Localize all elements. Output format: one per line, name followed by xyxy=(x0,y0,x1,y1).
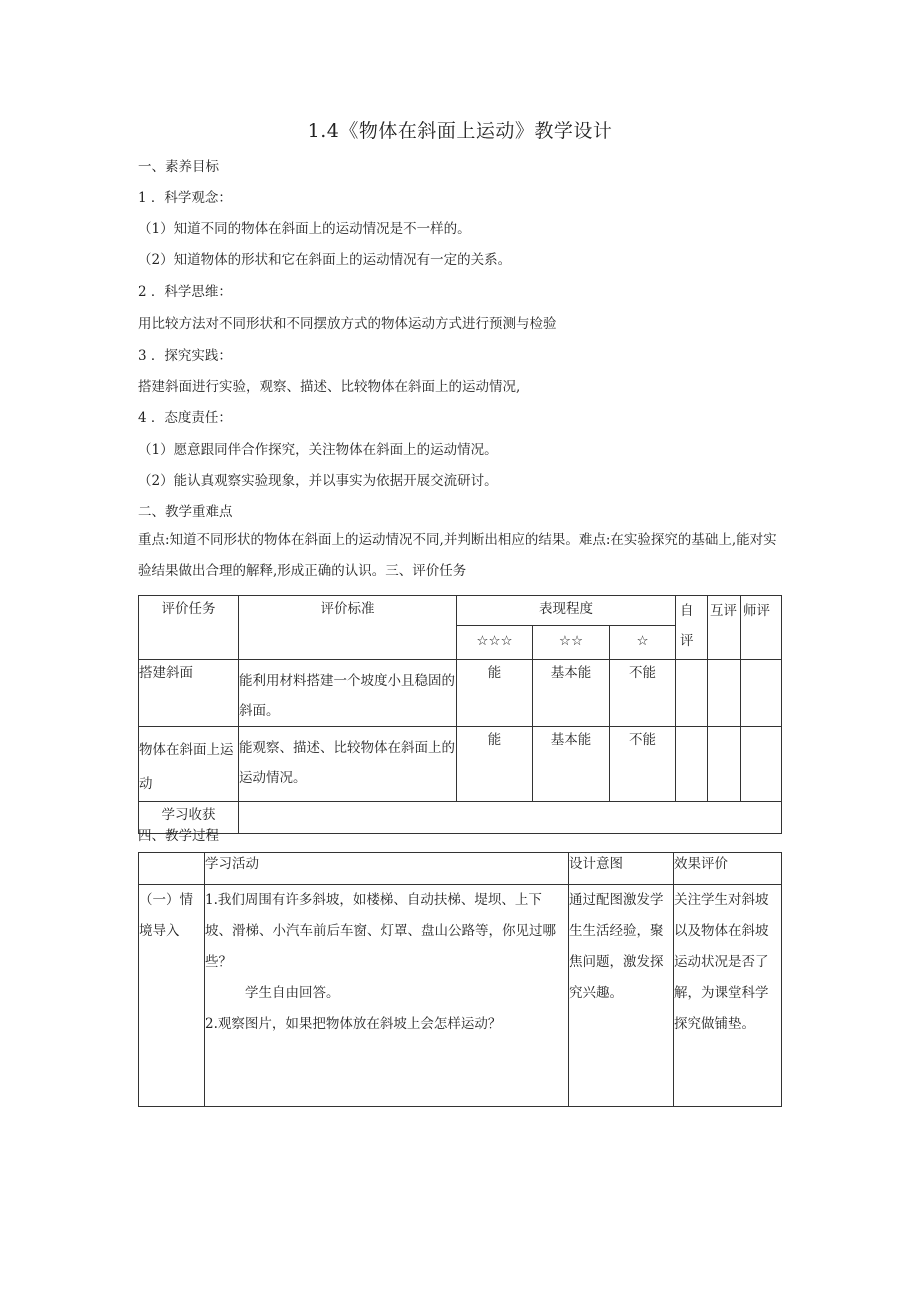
header-teacher-eval: 师评 xyxy=(741,596,782,660)
header-stars-3: ☆☆☆ xyxy=(457,626,533,660)
evaluation-table xyxy=(138,595,782,834)
cell-standard: 能利用材料搭建一个坡度小且稳固的斜面。 xyxy=(239,660,457,727)
document-title: 1.4《物体在斜面上运动》教学设计 xyxy=(307,120,613,142)
process-table xyxy=(138,852,782,1107)
cell-harvest-label: 学习收获 xyxy=(139,802,239,834)
subheading-attitude: 4 ．态度责任： xyxy=(138,410,232,426)
cell-level-3: 能 xyxy=(457,660,533,727)
key-points-paragraph: 重点:知道不同形状的物体在斜面上的运动情况不同,并判断出相应的结果。难点:在实验探究的基础上,能对实验结果做出合理的解释,形成正确的认识。三、评价任务 xyxy=(138,532,777,579)
cell-effect: 关注学生对斜坡以及物体在斜坡运动状况是否了解，为课堂科学探究做铺垫。 xyxy=(674,885,782,1107)
cell-self-eval xyxy=(676,660,708,727)
cell-teacher-eval xyxy=(741,660,782,727)
subheading-science-thinking: 2 ．科学思维： xyxy=(138,284,232,300)
goal-text: （2）知道物体的形状和它在斜面上的运动情况有一定的关系。 xyxy=(138,252,512,268)
activity-answer: 学生自由回答。 xyxy=(245,985,340,1001)
section-heading-key-points: 二、教学重难点 xyxy=(138,504,233,520)
table-row xyxy=(139,802,782,834)
goal-text: 用比较方法对不同形状和不同摆放方式的物体运动方式进行预测与检验 xyxy=(138,316,557,332)
section-heading-process: 四、教学过程 xyxy=(138,828,219,844)
cell-level-1: 不能 xyxy=(610,727,676,802)
cell-task: 搭建斜面 xyxy=(139,660,239,727)
header-eval-standard: 评价标准 xyxy=(239,596,457,660)
activity-question-1: 1.我们周围有许多斜坡，如楼梯、自动扶梯、堤坝、上下坡、滑梯、小汽车前后车窗、灯罩、盘山公路等，你见过哪些？ xyxy=(205,892,556,970)
cell-level-1: 不能 xyxy=(610,660,676,727)
cell-standard: 能观察、描述、比较物体在斜面上的运动情况。 xyxy=(239,727,457,802)
cell-level-2: 基本能 xyxy=(533,660,610,727)
subheading-science-concept: 1 ．科学观念： xyxy=(138,190,232,206)
header-self-eval: 自评 xyxy=(676,596,708,660)
goal-text: （2）能认真观察实验现象，并以事实为依据开展交流研讨。 xyxy=(138,473,498,489)
table-row xyxy=(139,727,782,802)
table-row xyxy=(139,660,782,727)
cell-self-eval xyxy=(676,727,708,802)
header-stage xyxy=(139,853,205,885)
header-intent: 设计意图 xyxy=(569,853,674,885)
cell-task: 物体在斜面上运动 xyxy=(139,727,239,802)
header-performance-level: 表现程度 xyxy=(457,596,676,626)
goal-text: （1）知道不同的物体在斜面上的运动情况是不一样的。 xyxy=(138,221,471,237)
goal-text: （1）愿意跟同伴合作探究，关注物体在斜面上的运动情况。 xyxy=(138,442,498,458)
cell-peer-eval xyxy=(708,727,741,802)
subheading-inquiry-practice: 3 ．探究实践： xyxy=(138,348,232,364)
section-heading-goals: 一、素养目标 xyxy=(138,159,219,175)
cell-level-2: 基本能 xyxy=(533,727,610,802)
cell-stage: （一）情境导入 xyxy=(139,885,205,1107)
cell-activity xyxy=(205,885,569,1107)
header-stars-1: ☆ xyxy=(610,626,676,660)
cell-intent: 通过配图激发学生生活经验，聚焦问题，激发探究兴趣。 xyxy=(569,885,674,1107)
table-row xyxy=(139,885,782,1107)
cell-peer-eval xyxy=(708,660,741,727)
header-stars-2: ☆☆ xyxy=(533,626,610,660)
header-eval-task: 评价任务 xyxy=(139,596,239,660)
activity-question-2: 2.观察图片，如果把物体放在斜坡上会怎样运动？ xyxy=(205,1016,502,1032)
header-effect: 效果评价 xyxy=(674,853,782,885)
cell-level-3: 能 xyxy=(457,727,533,802)
cell-harvest-value xyxy=(239,802,782,834)
header-peer-eval: 互评 xyxy=(708,596,741,660)
goal-text: 搭建斜面进行实验，观察、描述、比较物体在斜面上的运动情况, xyxy=(138,379,521,395)
cell-teacher-eval xyxy=(741,727,782,802)
header-activity: 学习活动 xyxy=(205,853,569,885)
